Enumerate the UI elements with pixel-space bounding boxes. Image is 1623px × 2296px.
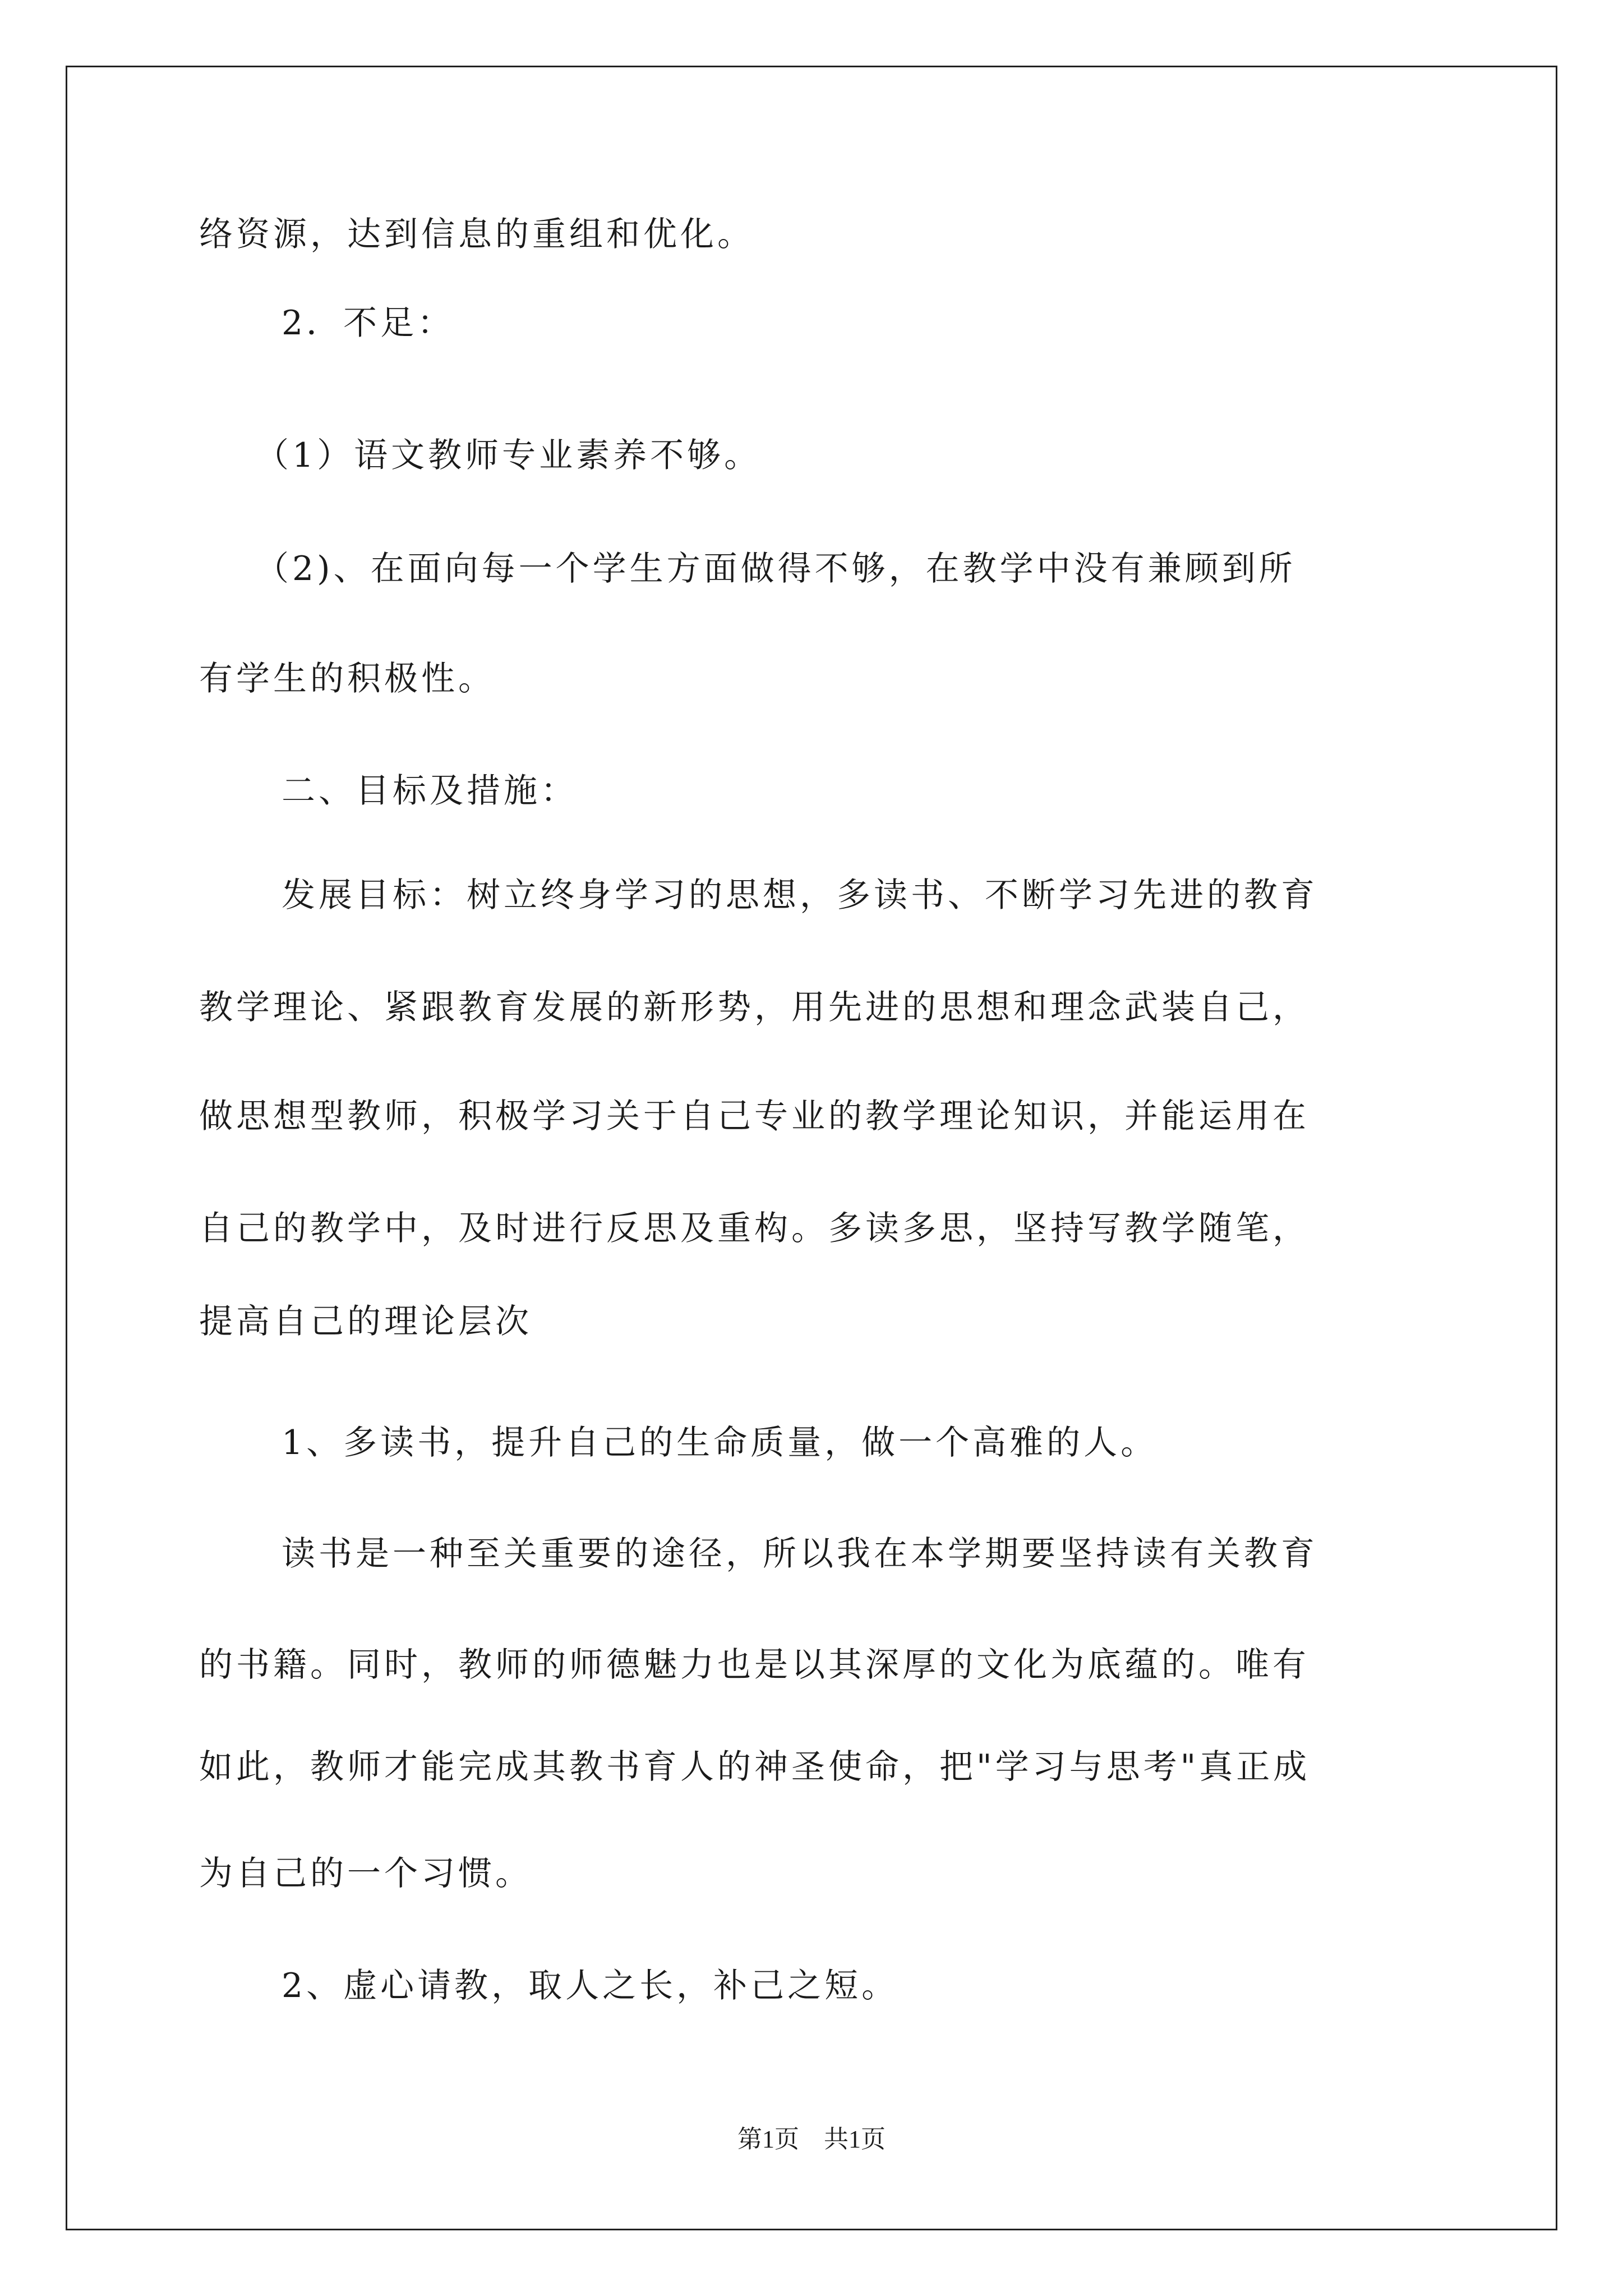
text-line: 1、多读书，提升自己的生命质量，做一个高雅的人。 — [282, 1423, 1158, 1462]
text-line: 做思想型教师，积极学习关于自己专业的教学理论知识，并能运用在 — [199, 1097, 1310, 1136]
text-line: 的书籍。同时，教师的师德魅力也是以其深厚的文化为底蕴的。唯有 — [199, 1645, 1310, 1685]
text-line: 二、目标及措施： — [282, 771, 578, 811]
text-line: 自己的教学中，及时进行反思及重构。多读多思，坚持写教学随笔， — [199, 1209, 1310, 1248]
text-line: 2、虚心请教，取人之长，补己之短。 — [282, 1966, 899, 2005]
text-line: 2．不足： — [282, 303, 455, 343]
page-footer: 第1页 共1页 — [737, 2125, 886, 2153]
text-line: 有学生的积极性。 — [199, 659, 495, 698]
text-line: 发展目标：树立终身学习的思想，多读书、不断学习先进的教育 — [282, 876, 1318, 915]
text-line: 为自己的一个习惯。 — [199, 1854, 532, 1893]
document-body — [199, 0, 1433, 2296]
text-line: 络资源，达到信息的重组和优化。 — [199, 215, 754, 254]
text-line: 如此，教师才能完成其教书育人的神圣使命，把"学习与思考"真正成 — [199, 1747, 1311, 1787]
text-line: 提高自己的理论层次 — [199, 1302, 532, 1341]
text-line: （2)、在面向每一个学生方面做得不够，在教学中没有兼顾到所 — [255, 549, 1296, 588]
text-line: （1）语文教师专业素养不够。 — [255, 436, 762, 475]
text-line: 读书是一种至关重要的途径，所以我在本学期要坚持读有关教育 — [282, 1534, 1318, 1573]
text-line: 教学理论、紧跟教育发展的新形势，用先进的思想和理念武装自己， — [199, 988, 1310, 1027]
